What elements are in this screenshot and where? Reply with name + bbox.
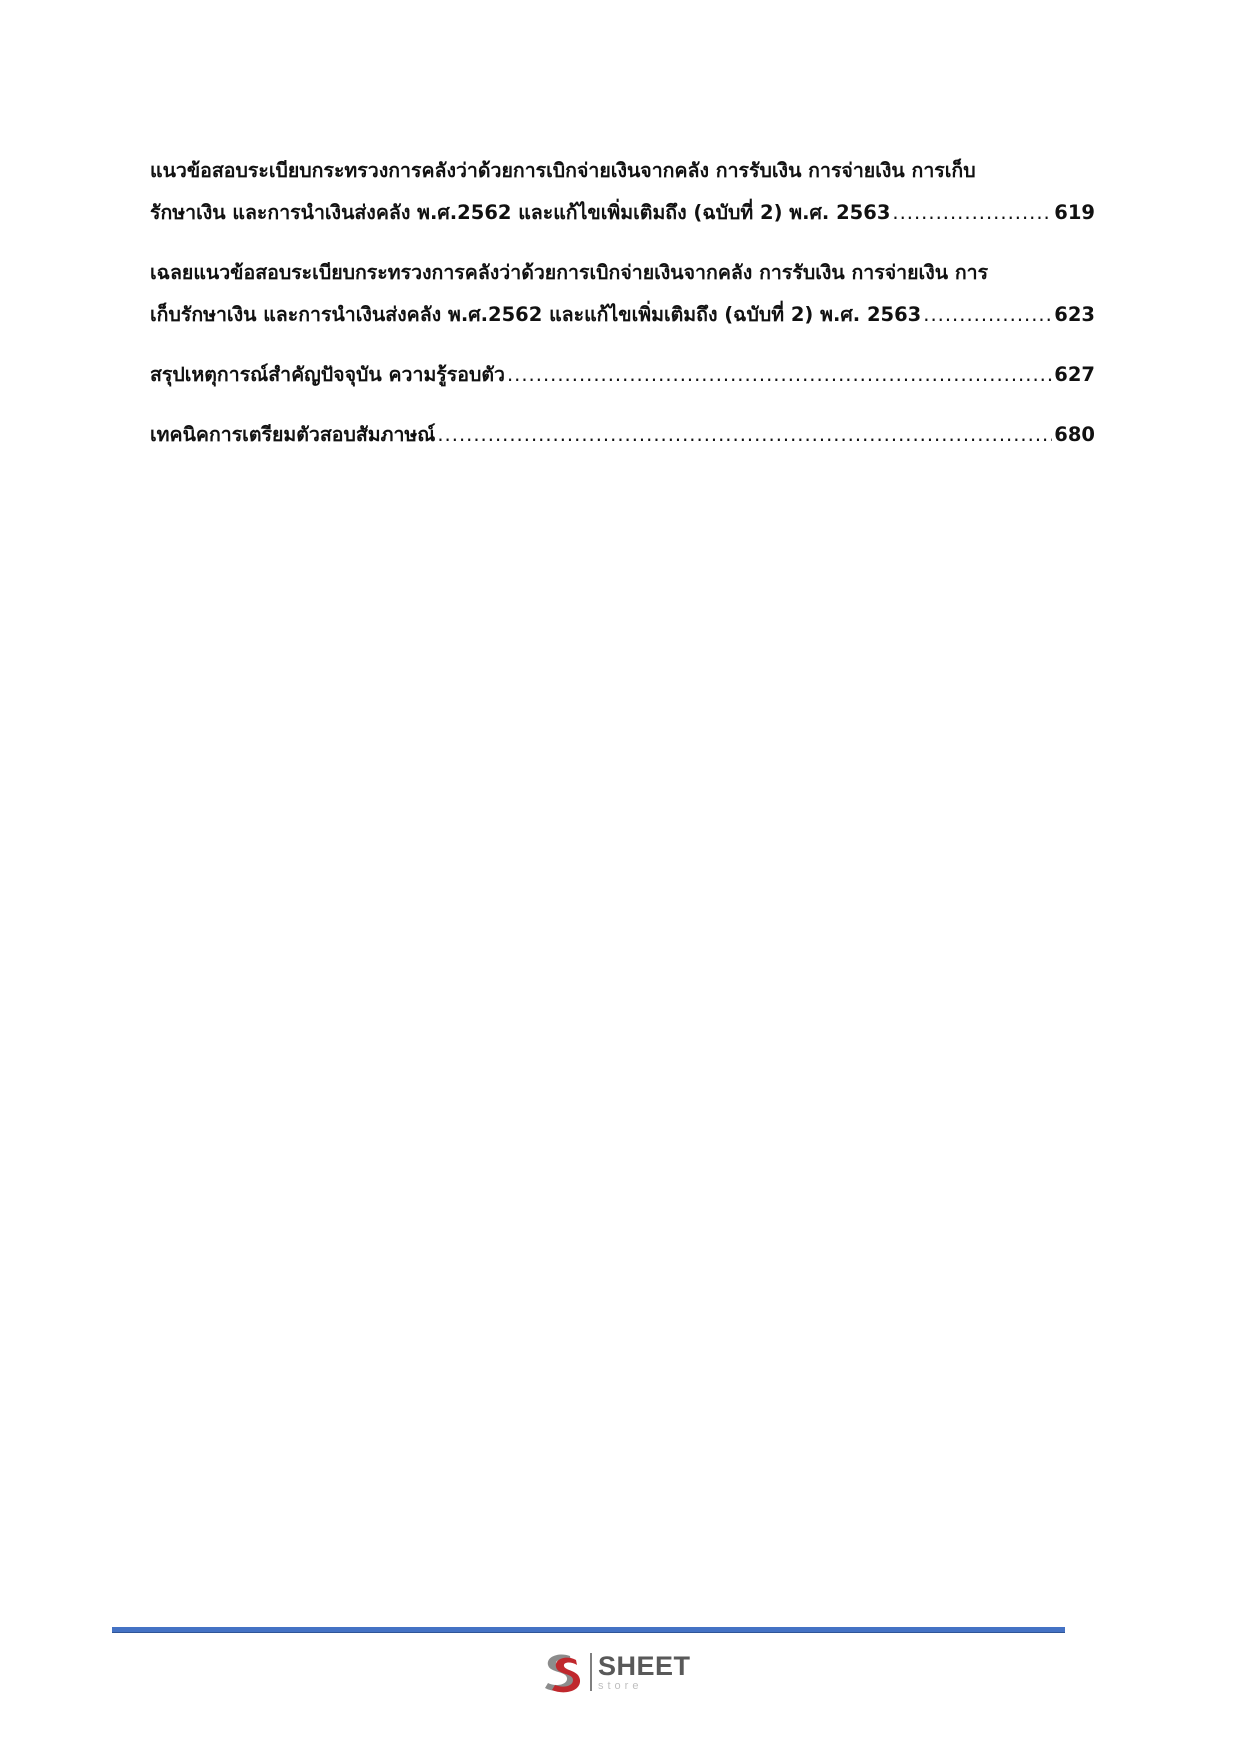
toc-entry-title-line: เทคนิคการเตรียมตัวสอบสัมภาษณ์ xyxy=(150,423,436,446)
logo-main-text: SHEET xyxy=(598,1650,691,1681)
logo-separator xyxy=(590,1653,592,1691)
table-of-contents xyxy=(150,150,1095,474)
dot-leader xyxy=(923,294,1052,336)
footer-rule xyxy=(112,1627,1065,1633)
toc-entry-title-line: เฉลยแนวข้อสอบระเบียบกระทรวงการคลังว่าด้วยการเบิกจ่ายเงินจากคลัง การรับเงิน การจ่ายเงิน การ xyxy=(150,261,989,284)
toc-entry-title-line: แนวข้อสอบระเบียบกระทรวงการคลังว่าด้วยการเบิกจ่ายเงินจากคลัง การรับเงิน การจ่ายเงิน การเก็บ xyxy=(150,159,976,182)
toc-entry[interactable] xyxy=(150,414,1095,456)
toc-page-number: 619 xyxy=(1054,201,1095,224)
dot-leader xyxy=(437,414,1052,456)
dot-leader xyxy=(892,192,1052,234)
sheet-store-logo-icon xyxy=(540,1649,586,1695)
toc-page-number: 627 xyxy=(1054,363,1095,386)
toc-entry[interactable] xyxy=(150,150,1095,234)
dot-leader xyxy=(507,354,1052,396)
logo-wordmark xyxy=(598,1650,691,1692)
toc-entry-title-line: รักษาเงิน และการนำเงินส่งคลัง พ.ศ.2562 และแก้ไขเพิ่มเติมถึง (ฉบับที่ 2) พ.ศ. 2563 xyxy=(150,201,891,224)
toc-entry[interactable] xyxy=(150,252,1095,336)
sheet-store-logo xyxy=(540,1648,691,1696)
toc-page-number: 680 xyxy=(1054,423,1095,446)
logo-sub-text: store xyxy=(598,1679,643,1692)
toc-entry[interactable] xyxy=(150,354,1095,396)
toc-entry-title-line: เก็บรักษาเงิน และการนำเงินส่งคลัง พ.ศ.2562 และแก้ไขเพิ่มเติมถึง (ฉบับที่ 2) พ.ศ. 2563 xyxy=(150,303,922,326)
toc-entry-title-line: สรุปเหตุการณ์สำคัญปัจจุบัน ความรู้รอบตัว xyxy=(150,363,505,386)
toc-page-number: 623 xyxy=(1054,303,1095,326)
